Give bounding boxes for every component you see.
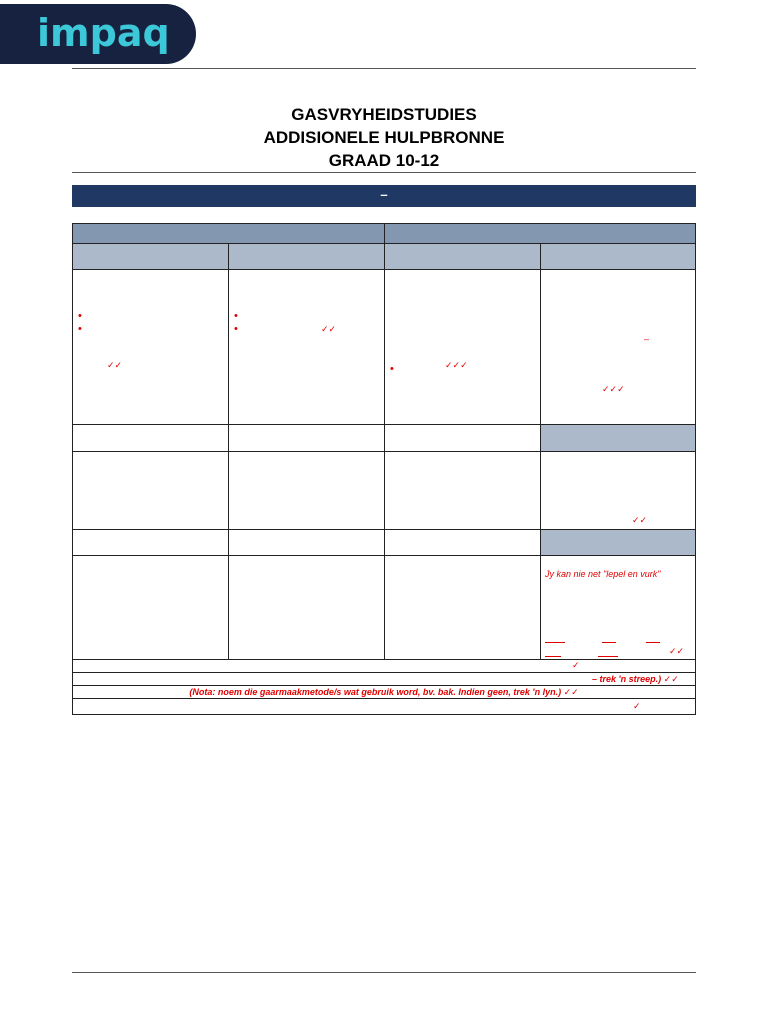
- table-cell: [384, 529, 541, 556]
- table-cell: [384, 451, 541, 530]
- title-rule: [72, 172, 696, 173]
- table-cell: [72, 529, 229, 556]
- table-row-full: [72, 698, 696, 715]
- table-cell: [540, 555, 696, 660]
- column-header-3: [384, 243, 541, 270]
- tick-mark: ✓✓: [321, 324, 337, 334]
- tick-mark: ✓✓: [632, 515, 648, 525]
- title-line-1: GASVRYHEIDSTUDIES: [291, 105, 477, 124]
- answer-line: [646, 642, 660, 643]
- answer-line: [598, 656, 618, 657]
- table-cell: [228, 529, 385, 556]
- table-cell: [228, 424, 385, 452]
- answer-line: [602, 642, 616, 643]
- answer-line: [545, 656, 561, 657]
- table-cell: [540, 451, 696, 530]
- table-cell: [384, 555, 541, 660]
- column-header-2: [228, 243, 385, 270]
- bullet-mark: •: [234, 310, 238, 322]
- table-row-full: [72, 685, 696, 699]
- footer-rule: [72, 972, 696, 973]
- note-nota: (Nota: noem die gaarmaakmetode/s wat gebruik word, bv. bak. Indien geen, trek 'n lyn.) ✓✓: [189, 687, 579, 697]
- note-streep: – trek 'n streep.) ✓✓: [592, 674, 679, 684]
- bullet-mark: •: [234, 323, 238, 335]
- table-header-left: [72, 223, 385, 244]
- table-row-full: [72, 659, 696, 673]
- table-header-right: [384, 223, 696, 244]
- answer-line: [545, 642, 565, 643]
- bullet-mark: •: [78, 310, 82, 322]
- table-cell: [72, 451, 229, 530]
- table-cell: [72, 269, 229, 425]
- dash-mark: –: [644, 334, 650, 344]
- title-line-2: ADDISIONELE HULPBRONNE: [263, 128, 505, 147]
- tick-mark: ✓✓✓: [445, 360, 468, 370]
- table-cell: [72, 555, 229, 660]
- table-cell: [72, 424, 229, 452]
- column-header-1: [72, 243, 229, 270]
- table-cell-shaded: [540, 424, 696, 452]
- tick-mark: ✓✓✓: [602, 384, 625, 394]
- column-header-4: [540, 243, 696, 270]
- table-cell: [540, 269, 696, 425]
- table-cell: [228, 555, 385, 660]
- impaq-logo: impaq: [37, 11, 170, 55]
- table-cell: [228, 269, 385, 425]
- logo-tab: [0, 4, 196, 64]
- tick-mark: ✓: [572, 660, 580, 670]
- title-line-3: GRAAD 10-12: [328, 151, 440, 170]
- bullet-mark: •: [78, 323, 82, 335]
- tick-mark: ✓: [633, 701, 641, 711]
- table-cell-shaded: [540, 529, 696, 556]
- section-banner: [72, 185, 696, 207]
- table-cell: [384, 269, 541, 425]
- table-row-full: [72, 672, 696, 686]
- note-lepel: Jy kan nie net "lepel en vurk": [545, 569, 661, 579]
- menu-table: [72, 223, 696, 715]
- top-rule: [72, 68, 696, 69]
- tick-mark: ✓✓: [669, 646, 685, 656]
- banner-text: –: [380, 187, 388, 202]
- tick-mark: ✓✓: [107, 360, 123, 370]
- bullet-mark: •: [390, 363, 394, 375]
- table-cell: [228, 451, 385, 530]
- table-cell: [384, 424, 541, 452]
